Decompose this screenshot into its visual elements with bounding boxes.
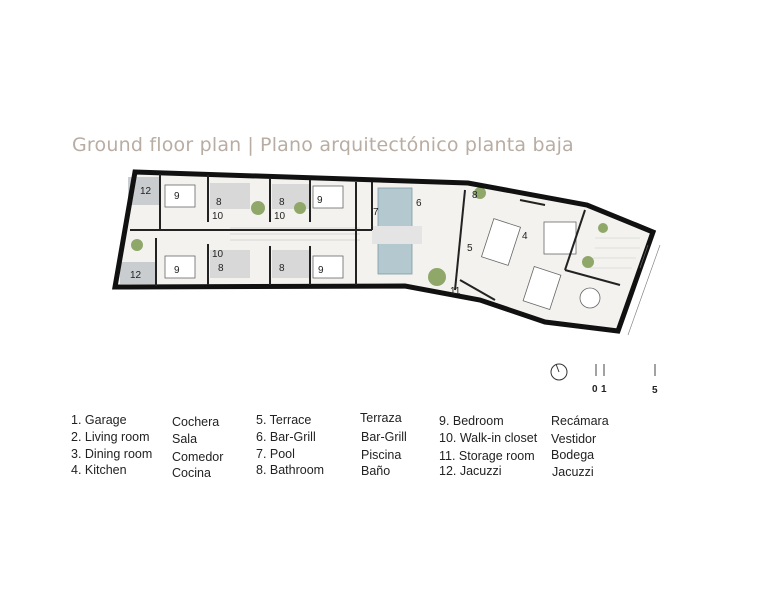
label-bath-bl: 8 [218, 263, 224, 274]
north-arrow-needle [556, 364, 559, 372]
legend-item: 5. Terrace [256, 413, 312, 427]
planter [131, 239, 143, 251]
planter [598, 223, 608, 233]
legend-item: 4. Kitchen [71, 463, 127, 477]
planter [251, 201, 265, 215]
bed-tl [165, 185, 195, 207]
pool-deck [372, 226, 422, 244]
legend-item: Cocina [172, 466, 211, 480]
title-separator: | [247, 134, 255, 156]
scale-label-5: 5 [652, 385, 658, 396]
label-storage: 11 [450, 286, 461, 297]
legend-item: Comedor [172, 450, 224, 464]
label-pool: 7 [373, 207, 379, 218]
title-english: Ground floor plan [72, 134, 242, 156]
legend-item: Baño [361, 464, 391, 478]
legend-item: 8. Bathroom [256, 463, 325, 477]
label-kitchen: 4 [522, 231, 528, 242]
label-closet-tr: 10 [274, 211, 286, 222]
legend-item: 11. Storage room [439, 449, 535, 463]
legend-item: 9. Bedroom [439, 414, 504, 428]
legend-item: 2. Living room [71, 430, 150, 444]
legend-item: 1. Garage [71, 413, 127, 427]
legend-item: 12. Jacuzzi [439, 464, 502, 478]
bath-zone-br [272, 250, 310, 278]
legend-item: 3. Dining room [71, 447, 153, 461]
legend-item: 7. Pool [256, 447, 295, 461]
label-bath-right: 8 [472, 190, 478, 201]
label-bargrill: 6 [416, 198, 422, 209]
legend-item: 6. Bar-Grill [256, 430, 316, 444]
bed-bl [165, 256, 195, 278]
label-terrace: 5 [467, 243, 473, 254]
label-bath-tr: 8 [279, 197, 285, 208]
legend-item: Vestidor [551, 432, 597, 446]
legend-item: Cochera [172, 415, 220, 429]
scale-label-1: 1 [601, 384, 607, 395]
legend-item: Recámara [551, 414, 609, 428]
title-spanish: Plano arquitectónico planta baja [260, 134, 574, 156]
scale-label-0: 0 [592, 384, 598, 395]
label-garage-top: 12 [140, 186, 152, 197]
legend-item: Jacuzzi [552, 465, 594, 479]
label-bed-br: 9 [318, 265, 324, 276]
legend-item: Sala [172, 432, 198, 446]
planter [294, 202, 306, 214]
label-bed-bl: 9 [174, 265, 180, 276]
legend-item: 10. Walk-in closet [439, 431, 538, 445]
label-bed-tl: 9 [174, 191, 180, 202]
legend-item: Terraza [360, 411, 402, 425]
label-closet-tl: 10 [212, 211, 224, 222]
label-bath-br: 8 [279, 263, 285, 274]
legend-item: Bodega [551, 448, 595, 462]
round-table [580, 288, 600, 308]
legend-item: Piscina [361, 448, 402, 462]
legend-item: Bar-Grill [361, 430, 407, 444]
label-bath-tl: 8 [216, 197, 222, 208]
planter [428, 268, 446, 286]
label-garage-bottom: 12 [130, 270, 142, 281]
planter [582, 256, 594, 268]
label-bed-tr: 9 [317, 195, 323, 206]
label-closet-bl: 10 [212, 249, 224, 260]
